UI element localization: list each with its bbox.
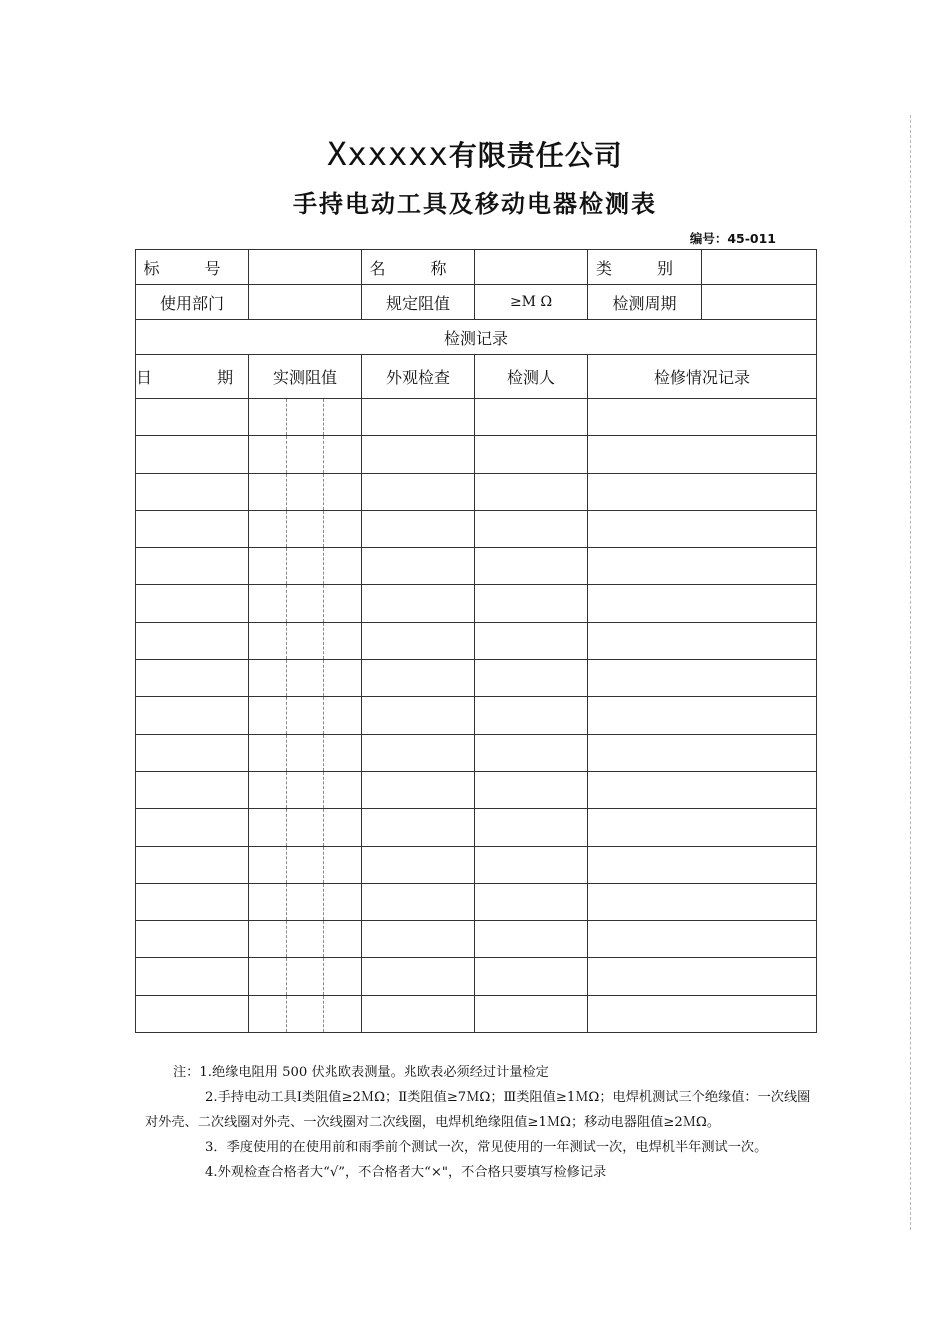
- record-inspector-cell[interactable]: [475, 734, 588, 771]
- record-row: [136, 809, 817, 846]
- record-resistance-cell[interactable]: [249, 585, 362, 622]
- resistance-divider: [323, 660, 324, 696]
- record-appearance-cell[interactable]: [362, 809, 475, 846]
- note-4: 4.外观检查合格者大“√”，不合格者大“×"，不合格只要填写检修记录: [205, 1165, 607, 1180]
- record-date-cell[interactable]: [136, 958, 249, 995]
- record-row: [136, 846, 817, 883]
- record-appearance-cell[interactable]: [362, 734, 475, 771]
- record-date-cell[interactable]: [136, 883, 249, 920]
- info-row-2: [136, 285, 817, 320]
- resistance-divider: [286, 548, 287, 584]
- resistance-divider: [323, 399, 324, 435]
- record-repair-cell[interactable]: [588, 883, 817, 920]
- value-name[interactable]: [475, 250, 588, 285]
- record-appearance-cell[interactable]: [362, 510, 475, 547]
- record-appearance-cell[interactable]: [362, 473, 475, 510]
- resistance-divider: [323, 958, 324, 994]
- record-resistance-cell[interactable]: [249, 436, 362, 473]
- record-date-cell[interactable]: [136, 734, 249, 771]
- record-repair-cell[interactable]: [588, 436, 817, 473]
- record-date-cell[interactable]: [136, 399, 249, 436]
- record-resistance-cell[interactable]: [249, 734, 362, 771]
- label-name: 名 称: [362, 250, 475, 285]
- record-resistance-cell[interactable]: [249, 995, 362, 1032]
- resistance-divider: [286, 697, 287, 733]
- label-period: 检测周期: [588, 285, 702, 320]
- value-dept[interactable]: [249, 285, 362, 320]
- col-inspector: 检测人: [475, 355, 588, 399]
- resistance-divider: [323, 548, 324, 584]
- resistance-divider: [323, 884, 324, 920]
- note-2: 2.手持电动工具Ⅰ类阻值≥2ＭΩ；Ⅱ类阻值≥7ＭΩ；Ⅲ类阻值≥1ＭΩ；电焊机测试三个绝缘值：一次线圈对外壳、二次线圈对外壳、一次线圈对二次线圈，电焊机绝缘阻值≥1ＭΩ；移动电器阻值≥2ＭΩ。: [145, 1090, 811, 1130]
- record-row: [136, 734, 817, 771]
- note-3: 3．季度使用的在使用前和雨季前个测试一次，常见使用的一年测试一次，电焊机半年测试一次。: [205, 1140, 768, 1155]
- col-repair-record: 检修情况记录: [588, 355, 817, 399]
- record-row: [136, 622, 817, 659]
- resistance-divider: [286, 399, 287, 435]
- record-appearance-cell[interactable]: [362, 697, 475, 734]
- note-1: 注：1.绝缘电阻用 500 伏兆欧表测量。兆欧表必须经过计量检定: [173, 1065, 549, 1080]
- record-resistance-cell[interactable]: [249, 473, 362, 510]
- resistance-divider: [323, 623, 324, 659]
- record-date-cell[interactable]: [136, 436, 249, 473]
- inspection-table: [135, 249, 817, 1033]
- value-period[interactable]: [702, 285, 817, 320]
- resistance-divider: [286, 660, 287, 696]
- record-inspector-cell[interactable]: [475, 473, 588, 510]
- record-repair-cell[interactable]: [588, 995, 817, 1032]
- record-repair-cell[interactable]: [588, 734, 817, 771]
- record-inspector-cell[interactable]: [475, 995, 588, 1032]
- record-inspector-cell[interactable]: [475, 436, 588, 473]
- record-resistance-cell[interactable]: [249, 883, 362, 920]
- record-appearance-cell[interactable]: [362, 846, 475, 883]
- record-inspector-cell[interactable]: [475, 846, 588, 883]
- record-repair-cell[interactable]: [588, 399, 817, 436]
- record-date-cell[interactable]: [136, 809, 249, 846]
- resistance-divider: [286, 623, 287, 659]
- record-row: [136, 883, 817, 920]
- resistance-divider: [286, 436, 287, 472]
- record-appearance-cell[interactable]: [362, 548, 475, 585]
- record-inspector-cell[interactable]: [475, 548, 588, 585]
- record-appearance-cell[interactable]: [362, 958, 475, 995]
- resistance-divider: [286, 884, 287, 920]
- record-inspector-cell[interactable]: [475, 660, 588, 697]
- resistance-divider: [286, 511, 287, 547]
- record-appearance-cell[interactable]: [362, 771, 475, 808]
- record-date-cell[interactable]: [136, 622, 249, 659]
- resistance-divider: [323, 585, 324, 621]
- resistance-divider: [323, 996, 324, 1032]
- value-required-resistance: ≥M Ω: [475, 285, 588, 320]
- resistance-divider: [286, 809, 287, 845]
- record-appearance-cell[interactable]: [362, 883, 475, 920]
- record-date-cell[interactable]: [136, 995, 249, 1032]
- record-date-cell[interactable]: [136, 846, 249, 883]
- record-resistance-cell[interactable]: [249, 846, 362, 883]
- record-date-cell[interactable]: [136, 771, 249, 808]
- record-resistance-cell[interactable]: [249, 660, 362, 697]
- record-inspector-cell[interactable]: [475, 883, 588, 920]
- record-repair-cell[interactable]: [588, 958, 817, 995]
- value-id[interactable]: [249, 250, 362, 285]
- resistance-divider: [323, 436, 324, 472]
- resistance-divider: [323, 697, 324, 733]
- record-inspector-cell[interactable]: [475, 585, 588, 622]
- col-measured-resistance: 实测阻值: [249, 355, 362, 399]
- records-header-row: [136, 355, 817, 399]
- label-category: 类 别: [588, 250, 702, 285]
- resistance-divider: [323, 772, 324, 808]
- document-number: 编号：45-011: [689, 231, 776, 246]
- resistance-divider: [323, 847, 324, 883]
- resistance-divider: [323, 809, 324, 845]
- record-date-cell[interactable]: [136, 585, 249, 622]
- record-repair-cell[interactable]: [588, 846, 817, 883]
- record-rows: [136, 399, 817, 1033]
- resistance-divider: [286, 735, 287, 771]
- label-dept: 使用部门: [136, 285, 249, 320]
- record-date-cell[interactable]: [136, 921, 249, 958]
- resistance-divider: [323, 921, 324, 957]
- record-appearance-cell[interactable]: [362, 436, 475, 473]
- record-row: [136, 548, 817, 585]
- resistance-divider: [323, 474, 324, 510]
- records-section-title: 检测记录: [136, 320, 817, 355]
- record-row: [136, 585, 817, 622]
- resistance-divider: [286, 958, 287, 994]
- record-resistance-cell[interactable]: [249, 622, 362, 659]
- record-row: [136, 399, 817, 436]
- record-repair-cell[interactable]: [588, 473, 817, 510]
- record-repair-cell[interactable]: [588, 585, 817, 622]
- resistance-divider: [286, 585, 287, 621]
- resistance-divider: [286, 996, 287, 1032]
- page-edge-marker: [910, 115, 911, 1230]
- resistance-divider: [323, 511, 324, 547]
- record-appearance-cell[interactable]: [362, 660, 475, 697]
- record-date-cell[interactable]: [136, 473, 249, 510]
- record-resistance-cell[interactable]: [249, 958, 362, 995]
- record-appearance-cell[interactable]: [362, 399, 475, 436]
- record-row: [136, 771, 817, 808]
- label-required-resistance: 规定阻值: [362, 285, 475, 320]
- record-row: [136, 510, 817, 547]
- record-row: [136, 473, 817, 510]
- record-row: [136, 660, 817, 697]
- resistance-divider: [286, 921, 287, 957]
- label-id: 标 号: [136, 250, 249, 285]
- record-row: [136, 921, 817, 958]
- resistance-divider: [286, 474, 287, 510]
- record-inspector-cell[interactable]: [475, 958, 588, 995]
- record-resistance-cell[interactable]: [249, 399, 362, 436]
- record-row: [136, 958, 817, 995]
- record-repair-cell[interactable]: [588, 697, 817, 734]
- info-row-1: [136, 250, 817, 285]
- record-row: [136, 436, 817, 473]
- record-inspector-cell[interactable]: [475, 622, 588, 659]
- record-row: [136, 697, 817, 734]
- resistance-divider: [286, 847, 287, 883]
- form-title: 手持电动工具及移动电器检测表: [293, 189, 657, 218]
- record-repair-cell[interactable]: [588, 660, 817, 697]
- record-inspector-cell[interactable]: [475, 510, 588, 547]
- record-appearance-cell[interactable]: [362, 995, 475, 1032]
- company-suffix: 有限责任公司: [448, 139, 623, 172]
- record-date-cell[interactable]: [136, 697, 249, 734]
- record-date-cell[interactable]: [136, 510, 249, 547]
- value-category[interactable]: [702, 250, 817, 285]
- records-section-row: [136, 320, 817, 355]
- record-repair-cell[interactable]: [588, 510, 817, 547]
- record-inspector-cell[interactable]: [475, 809, 588, 846]
- col-date: 日 期: [136, 355, 249, 399]
- company-title: [0, 134, 950, 174]
- record-repair-cell[interactable]: [588, 921, 817, 958]
- company-name: Xxxxxx: [327, 135, 449, 173]
- resistance-divider: [286, 772, 287, 808]
- resistance-divider: [323, 735, 324, 771]
- record-appearance-cell[interactable]: [362, 585, 475, 622]
- record-resistance-cell[interactable]: [249, 809, 362, 846]
- record-inspector-cell[interactable]: [475, 921, 588, 958]
- record-repair-cell[interactable]: [588, 548, 817, 585]
- record-repair-cell[interactable]: [588, 622, 817, 659]
- record-date-cell[interactable]: [136, 548, 249, 585]
- record-resistance-cell[interactable]: [249, 921, 362, 958]
- record-appearance-cell[interactable]: [362, 921, 475, 958]
- record-repair-cell[interactable]: [588, 771, 817, 808]
- record-resistance-cell[interactable]: [249, 771, 362, 808]
- record-appearance-cell[interactable]: [362, 622, 475, 659]
- notes: [145, 1060, 815, 1185]
- col-appearance-check: 外观检查: [362, 355, 475, 399]
- record-date-cell[interactable]: [136, 660, 249, 697]
- record-resistance-cell[interactable]: [249, 510, 362, 547]
- record-row: [136, 995, 817, 1032]
- record-inspector-cell[interactable]: [475, 697, 588, 734]
- record-resistance-cell[interactable]: [249, 697, 362, 734]
- record-inspector-cell[interactable]: [475, 399, 588, 436]
- record-inspector-cell[interactable]: [475, 771, 588, 808]
- record-resistance-cell[interactable]: [249, 548, 362, 585]
- record-repair-cell[interactable]: [588, 809, 817, 846]
